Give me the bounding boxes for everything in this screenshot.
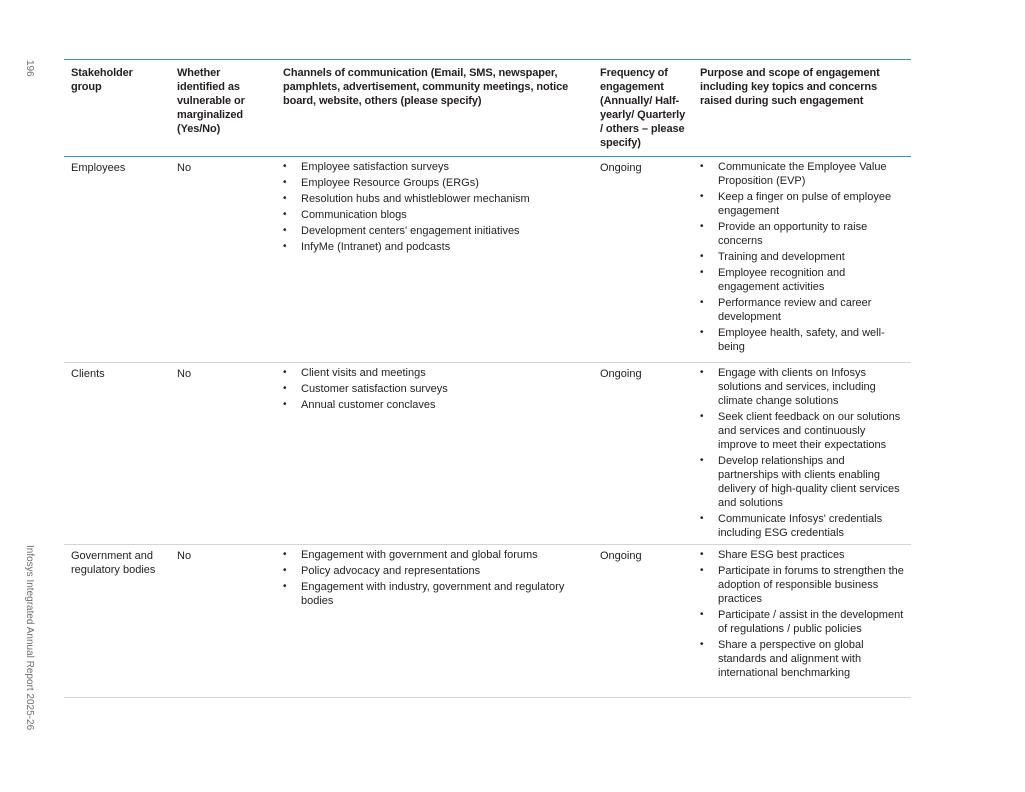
- table-row: [64, 545, 911, 698]
- cell-group: Clients: [71, 368, 105, 380]
- header-frequency: Frequency of engagement (Annually/ Half-yearly/ Quarterly / others – please specify): [600, 67, 686, 149]
- list-item: • Participate / assist in the development of regulations / public policies: [700, 608, 904, 636]
- table-row: [64, 363, 911, 545]
- report-title: Infosys Integrated Annual Report 2025-26: [24, 545, 35, 731]
- list-item: • Share a perspective on global standards and alignment with international benchmarking: [700, 638, 904, 680]
- list-item: • Provide an opportunity to raise concerns: [700, 220, 904, 248]
- list-item: • Annual customer conclaves: [283, 398, 586, 412]
- list-item: • Engagement with industry, government and regulatory bodies: [283, 580, 586, 608]
- list-item: • InfyMe (Intranet) and podcasts: [283, 240, 586, 254]
- list-item: • Customer satisfaction surveys: [283, 382, 586, 396]
- list-item: • Employee Resource Groups (ERGs): [283, 176, 586, 190]
- list-item: • Client visits and meetings: [283, 366, 586, 380]
- cell-frequency: Ongoing: [600, 368, 642, 380]
- list-item: • Employee health, safety, and well-being: [700, 326, 904, 354]
- list-item: • Participate in forums to strengthen the adoption of responsible business practices: [700, 564, 904, 606]
- stakeholder-engagement-table: [64, 59, 911, 698]
- cell-vulnerable: No: [177, 162, 192, 174]
- list-item: • Engage with clients on Infosys solutions and services, including climate change solutions: [700, 366, 904, 408]
- list-item: • Performance review and career development: [700, 296, 904, 324]
- list-item: • Policy advocacy and representations: [283, 564, 586, 578]
- cell-group: Employees: [71, 162, 126, 174]
- purpose-list: [700, 366, 904, 540]
- channels-list: [283, 160, 586, 254]
- cell-vulnerable: No: [177, 550, 192, 562]
- header-vulnerable: Whether identified as vulnerable or marginalized (Yes/No): [177, 67, 245, 135]
- list-item: • Resolution hubs and whistleblower mechanism: [283, 192, 586, 206]
- list-item: • Communication blogs: [283, 208, 586, 222]
- cell-purpose: [693, 363, 911, 545]
- cell-channels: [276, 545, 593, 698]
- purpose-list: [700, 160, 904, 354]
- header-channels: Channels of communication (Email, SMS, newspaper, pamphlets, advertisement, community meetings, notice board, website, others (please specify): [283, 67, 569, 107]
- list-item: • Training and development: [700, 250, 904, 264]
- cell-channels: [276, 157, 593, 363]
- cell-channels: [276, 363, 593, 545]
- list-item: • Develop relationships and partnerships with clients enabling delivery of high-quality client services and solutions: [700, 454, 904, 510]
- list-item: • Seek client feedback on our solutions and services and continuously improve to meet their expectations: [700, 410, 904, 452]
- list-item: • Keep a finger on pulse of employee engagement: [700, 190, 904, 218]
- list-item: • Employee recognition and engagement activities: [700, 266, 904, 294]
- header-purpose: Purpose and scope of engagement including key topics and concerns raised during such engagement: [700, 67, 880, 107]
- header-stakeholder-group: Stakeholder group: [71, 67, 133, 93]
- list-item: • Employee satisfaction surveys: [283, 160, 586, 174]
- table-row: [64, 157, 911, 363]
- purpose-list: [700, 548, 904, 680]
- cell-frequency: Ongoing: [600, 162, 642, 174]
- cell-purpose: [693, 545, 911, 698]
- list-item: • Communicate Infosys' credentials including ESG credentials: [700, 512, 904, 540]
- cell-vulnerable: No: [177, 368, 192, 380]
- cell-group: Government and regulatory bodies: [71, 550, 156, 576]
- cell-frequency: Ongoing: [600, 550, 642, 562]
- table-header-row: [64, 60, 911, 157]
- list-item: • Engagement with government and global forums: [283, 548, 586, 562]
- list-item: • Development centers' engagement initiatives: [283, 224, 586, 238]
- page-number: 196: [24, 60, 35, 77]
- channels-list: [283, 366, 586, 412]
- cell-purpose: [693, 157, 911, 363]
- list-item: • Communicate the Employee Value Proposition (EVP): [700, 160, 904, 188]
- channels-list: [283, 548, 586, 608]
- list-item: • Share ESG best practices: [700, 548, 904, 562]
